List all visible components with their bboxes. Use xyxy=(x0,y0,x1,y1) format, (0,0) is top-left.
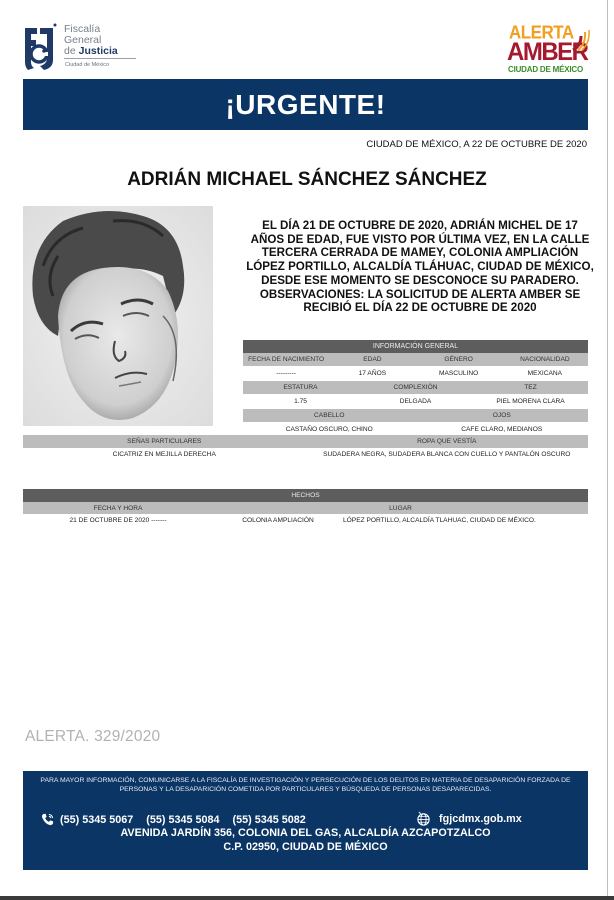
footer-phones xyxy=(41,813,319,826)
website-link[interactable]: fgjcdmx.gob.mx xyxy=(439,812,522,825)
globe-icon xyxy=(416,811,431,826)
value-clothing: SUDADERA NEGRA, SUDADERA BLANCA CON CUELLO Y PANTALÓN OSCURO xyxy=(323,450,571,458)
header-clothing: ROPA QUE VESTÍA xyxy=(417,438,477,445)
marks-clothing-table xyxy=(23,435,588,460)
phone-number-1[interactable]: (55) 5345 5067 xyxy=(60,813,134,826)
general-info-table xyxy=(243,340,588,437)
header-date-time: FECHA Y HORA xyxy=(93,504,143,512)
value-age: 17 AÑOS xyxy=(358,370,387,377)
header-age: EDAD xyxy=(363,356,382,363)
footer-address-line2: C.P. 02950, CIUDAD DE MÉXICO xyxy=(223,841,388,853)
missing-person-name: ADRIÁN MICHAEL SÁNCHEZ SÁNCHEZ xyxy=(127,169,487,190)
value-date-time: 21 DE OCTUBRE DE 2020 ------- xyxy=(69,516,167,524)
header-place: LUGAR xyxy=(389,504,412,512)
header-nationality: NACIONALIDAD xyxy=(520,356,570,363)
fgj-line3-prefix: de xyxy=(64,45,79,57)
amber-logo-amber: AMBER xyxy=(507,38,588,67)
general-info-value-row-2 xyxy=(243,394,588,409)
portrait-image xyxy=(23,206,213,426)
header-eyes: OJOS xyxy=(492,412,511,419)
fgj-line3-bold: Justicia xyxy=(78,45,118,57)
urgent-title: ¡URGENTE! xyxy=(225,88,386,120)
fgj-shield-icon xyxy=(22,22,58,72)
general-info-title-row xyxy=(243,340,588,353)
phone-icon xyxy=(41,813,54,826)
alert-number: ALERTA. 329/2020 xyxy=(25,728,161,745)
marks-value-row xyxy=(23,448,588,460)
general-info-header-row-1 xyxy=(243,353,588,366)
footer-info-text: PARA MAYOR INFORMACIÓN, COMUNICARSE A LA FISCALÍA DE INVESTIGACIÓN Y PERSECUCIÓN DE LOS DELITOS EN MATERIA DE DESAPARICIÓN FORZADA DE PERSONAS Y LA DESAPARICIÓN COMETIDA POR PARTICULARES Y BÚSQUEDA DE PERSONAS DESAPARECIDAS. xyxy=(40,777,571,793)
urgent-banner xyxy=(23,79,588,130)
header-gender: GÉNERO xyxy=(444,356,473,363)
value-gender: MASCULINO xyxy=(439,370,479,377)
general-info-title: INFORMACIÓN GENERAL xyxy=(372,343,459,350)
fgj-line2: General xyxy=(64,34,102,46)
value-place-part1: COLONIA AMPLIACIÓN xyxy=(242,516,314,524)
fgj-logo xyxy=(22,22,132,78)
general-info-header-row-2 xyxy=(243,381,588,394)
footer-address-line1: AVENIDA JARDÍN 356, COLONIA DEL GAS, ALCALDÍA AZCAPOTZALCO xyxy=(120,827,491,839)
value-complexion: PIEL MORENA CLARA xyxy=(496,398,565,405)
general-info-header-row-3 xyxy=(243,409,588,422)
phone-number-3[interactable]: (55) 5345 5082 xyxy=(232,813,306,826)
fgj-city: Ciudad de México xyxy=(65,62,110,68)
facts-header-row xyxy=(23,502,588,514)
header-height: ESTATURA xyxy=(283,384,318,391)
missing-person-photo xyxy=(23,206,213,426)
fgj-line1: Fiscalía xyxy=(64,23,101,35)
facts-title-row xyxy=(23,489,588,502)
case-description: EL DÍA 21 DE OCTUBRE DE 2020, ADRIÁN MICHEL DE 17 AÑOS DE EDAD, FUE VISTO POR ÚLTIMA VEZ, EN LA CALLE TERCERA CERRADA DE MAMEY, COLONIA AMPLIACIÓN LÓPEZ PORTILLO, ALCALDÍA TLÁHUAC, CIUDAD DE MÉXICO, DESDE ESE MOMENTO SE DESCONOCE SU PARADERO. OBSERVACIONES: LA SOLICITUD DE ALERTA AMBER SE RECIBIÓ EL DÍA 22 DE OCTUBRE DE 2020 xyxy=(246,219,594,315)
value-nationality: MEXICANA xyxy=(527,370,563,377)
fgj-wordmark xyxy=(64,24,118,57)
value-birthdate: --------- xyxy=(276,370,296,377)
contact-footer xyxy=(23,771,588,870)
page-edge-right xyxy=(607,0,608,896)
amber-logo-city: CIUDAD DE MÉXICO xyxy=(508,65,584,74)
header-distinguishing-marks: SEÑAS PARTICULARES xyxy=(127,438,202,445)
value-build: DELGADA xyxy=(399,398,432,405)
facts-title: HECHOS xyxy=(291,492,320,499)
value-height: 1.75 xyxy=(294,398,307,405)
signal-waves-icon xyxy=(569,28,591,54)
alerta-amber-logo xyxy=(505,22,590,78)
phone-number-2[interactable]: (55) 5345 5084 xyxy=(146,813,220,826)
page-edge-bottom xyxy=(0,896,614,900)
marks-header-row xyxy=(23,435,588,448)
facts-table xyxy=(23,489,588,526)
header-hair: CABELLO xyxy=(314,412,345,419)
facts-value-row xyxy=(23,514,588,526)
value-place-part2: LÓPEZ PORTILLO, ALCALDÍA TLAHUAC, CIUDAD DE MÉXICO. xyxy=(343,516,536,524)
header-build: COMPLEXIÓN xyxy=(393,384,438,391)
value-eyes: CAFE CLARO, MEDIANOS xyxy=(461,426,543,433)
header-complexion: TEZ xyxy=(524,384,537,391)
fgj-divider xyxy=(64,58,136,59)
document-date: CIUDAD DE MÉXICO, A 22 DE OCTUBRE DE 2020 xyxy=(366,139,587,150)
general-info-value-row-1 xyxy=(243,366,588,381)
header-birthdate: FECHA DE NACIMIENTO xyxy=(248,356,325,363)
footer-website xyxy=(416,811,522,826)
amber-logo-alerta: ALERTA xyxy=(509,22,574,43)
value-hair: CASTAÑO OSCURO, CHINO xyxy=(285,426,373,433)
value-distinguishing-marks: CICATRIZ EN MEJILLA DERECHA xyxy=(112,450,216,458)
